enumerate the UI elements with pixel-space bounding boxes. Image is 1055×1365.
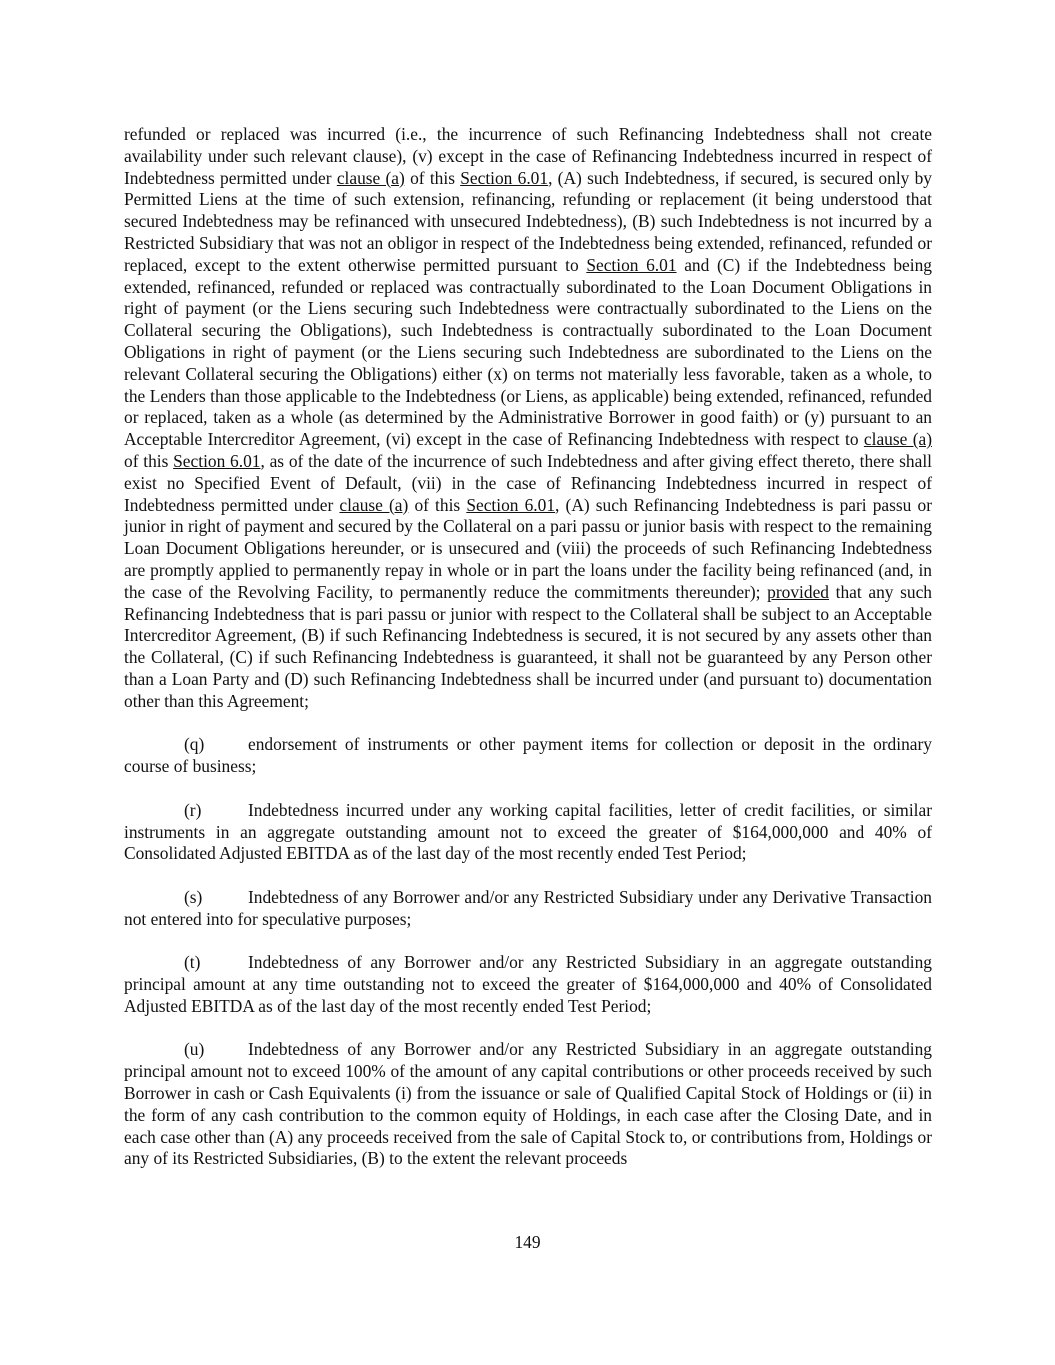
clause-u-label: (u) bbox=[184, 1039, 205, 1060]
clause-u bbox=[124, 1039, 932, 1170]
clause-q-label: (q) bbox=[184, 734, 205, 755]
clause-t-label: (t) bbox=[184, 952, 201, 973]
text-run: and (C) if the Indebtedness being extended, refinanced, refunded or replaced was contractually subordinated to the Loan Document Obligations in right of payment (or the Liens securing such Indebtedness were contractually subordinated to the Liens on the Collateral securing the Obligations), such Indebtedness is contractually subordinated to the Loan Document Obligations in right of payment (or the Liens securing such Indebtedness are subordinated to the Liens on the relevant Collateral securing the Obligations) either (x) on terms not materially less favorable, taken as a whole, to the Lenders than those applicable to the Indebtedness (or Liens, as applicable) being extended, refinanced, refunded or replaced, taken as a whole (as determined by the Administrative Borrower in good faith) or (y) pursuant to an Acceptable Intercreditor Agreement, (vi) except in the case of Refinancing Indebtedness with respect to bbox=[124, 254, 932, 450]
clause-q bbox=[124, 734, 932, 778]
cross-reference: clause (a) bbox=[863, 429, 932, 450]
cross-reference: Section 6.01 bbox=[173, 450, 261, 471]
text-run: refunded or replaced was incurred (i.e., the incurrence of such Refinancing Indebtedness shall not create availability under such relevant clause), (v) except in the case of Refinancing Indebtedness incurred in respect of Indebtedness permitted under bbox=[124, 124, 932, 188]
paragraph-continuation bbox=[124, 124, 932, 713]
cross-reference: Section 6.01 bbox=[586, 254, 677, 275]
text-run: of this bbox=[404, 167, 461, 188]
text-run: that any such Refinancing Indebtedness that is pari passu or junior with respect to the Collateral shall be subject to an Acceptable Intercreditor Agreement, (B) if such Refinancing Indebtedness is secured, it is not secured by any assets other than the Collateral, (C) if such Refinancing Indebtedness is guaranteed, it shall not be guaranteed by any Person other than a Loan Party and (D) such Refinancing Indebtedness shall be incurred under (and pursuant to) documentation other than this Agreement; bbox=[124, 581, 933, 711]
clause-s-label: (s) bbox=[184, 886, 203, 907]
cross-reference: Section 6.01 bbox=[460, 167, 549, 188]
cross-reference: provided bbox=[767, 581, 829, 602]
clause-s bbox=[124, 887, 932, 931]
clause-r bbox=[124, 800, 932, 865]
clause-r-label: (r) bbox=[184, 799, 202, 820]
document-page bbox=[124, 124, 932, 1170]
text-run: , (A) such Indebtedness, if secured, is secured only by Permitted Liens at the time of such extension, refinancing, refunding or replacement (it being understood that secured Indebtedness may be refinanced with unsecured Indebtedness), (B) such Indebtedness is not incurred by a Restricted Subsidiary that was not an obligor in respect of the Indebtedness being extended, refinanced, refunded or replaced, except to the extent otherwise permitted pursuant to bbox=[124, 167, 932, 275]
cross-reference: clause (a) bbox=[336, 167, 405, 188]
clause-t-text: Indebtedness of any Borrower and/or any Restricted Subsidiary in an aggregate outstanding principal amount at any time outstanding not to exceed the greater of $164,000,000 and 40% of Consolidated Adjusted EBITDA as of the last day of the most recently ended Test Period; bbox=[124, 952, 932, 1016]
clause-r-text: Indebtedness incurred under any working capital facilities, letter of credit facilities, or similar instruments in an aggregate outstanding amount not to exceed the greater of $164,000,000 and 40% of Consolidated Adjusted EBITDA as of the last day of the most recently ended Test Period; bbox=[124, 799, 932, 864]
cross-reference: Section 6.01 bbox=[466, 494, 556, 515]
clause-q-text: endorsement of instruments or other payment items for collection or deposit in the ordinary course of business; bbox=[124, 734, 932, 777]
clause-t bbox=[124, 952, 932, 1017]
text-run: , as of the date of the incurrence of such Indebtedness and after giving effect thereto, there shall exist no Specified Event of Default, (vii) in the case of Refinancing Indebtedness incurred in respect of Indebtedness permitted under bbox=[124, 450, 932, 515]
text-run: , (A) such Refinancing Indebtedness is pari passu or junior in right of payment and secured by the Collateral on a pari passu or junior basis with respect to the remaining Loan Document Obligations hereunder, or is unsecured and (viii) the proceeds of such Refinancing Indebtedness are promptly applied to permanently repay in whole or in part the loans under the facility being refinanced (and, in the case of the Revolving Facility, to permanently reduce the commitments thereunder); bbox=[124, 494, 932, 602]
text-run: of this bbox=[124, 450, 174, 471]
clause-u-text: Indebtedness of any Borrower and/or any Restricted Subsidiary in an aggregate outstanding principal amount not to exceed 100% of the amount of any capital contributions or other proceeds received by such Borrower in cash or Cash Equivalents (i) from the issuance or sale of Qualified Capital Stock of Holdings or (ii) in the form of any cash contribution to the common equity of Holdings, in each case after the Closing Date, and in each case other than (A) any proceeds received from the sale of Capital Stock to, or contributions from, Holdings or any of its Restricted Subsidiaries, (B) to the extent the relevant proceeds bbox=[124, 1039, 932, 1169]
page-number: 149 bbox=[514, 1232, 541, 1252]
clause-s-text: Indebtedness of any Borrower and/or any Restricted Subsidiary under any Derivative Transaction not entered into for speculative purposes; bbox=[124, 886, 932, 929]
cross-reference: clause (a) bbox=[339, 494, 409, 515]
text-run: of this bbox=[408, 494, 467, 515]
